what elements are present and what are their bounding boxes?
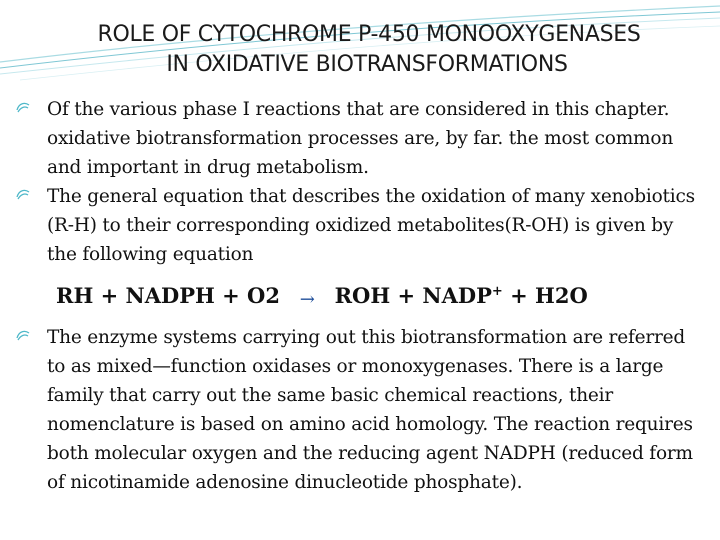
equation-products-tail: + H2O bbox=[502, 283, 588, 308]
bullet-item bbox=[14, 182, 706, 269]
bullet-text: The general equation that describes the oxidation of many xenobiotics (R-H) to their corresponding oxidized metabolites(R-OH) is given by the following equation bbox=[47, 186, 695, 265]
equation-reactants: RH + NADPH + O2 bbox=[56, 283, 280, 308]
bullet-swirl-icon bbox=[16, 323, 46, 352]
bullet-list bbox=[14, 95, 706, 497]
bullet-swirl-icon bbox=[16, 95, 46, 124]
bullet-swirl-icon bbox=[16, 182, 46, 211]
reaction-arrow-icon: → bbox=[299, 289, 315, 310]
bullet-item bbox=[14, 95, 706, 182]
slide-title-line-2: IN OXIDATIVE BIOTRANSFORMATIONS bbox=[166, 52, 568, 77]
slide-title-line-1: ROLE OF CYTOCHROME P-450 MONOOXYGENASES bbox=[97, 22, 641, 47]
bullet-text: The enzyme systems carrying out this biotransformation are referred to as mixed—function oxidases or monoxygenases. There is a large family that carry out the same basic chemical reactions, their nomenclature is based on amino acid homology. The reaction requires both molecular oxygen and the reducing agent NADPH (reduced form of nicotinamide adenosine dinucleotide phosphate). bbox=[47, 327, 693, 493]
slide-title bbox=[0, 20, 720, 80]
bullet-item bbox=[14, 323, 706, 497]
reaction-equation bbox=[56, 275, 706, 317]
bullet-text: Of the various phase I reactions that are considered in this chapter. oxidative biotransformation processes are, by far. the most common and important in drug metabolism. bbox=[47, 99, 674, 178]
equation-superscript: + bbox=[491, 284, 503, 299]
equation-products: ROH + NADP bbox=[334, 283, 492, 308]
